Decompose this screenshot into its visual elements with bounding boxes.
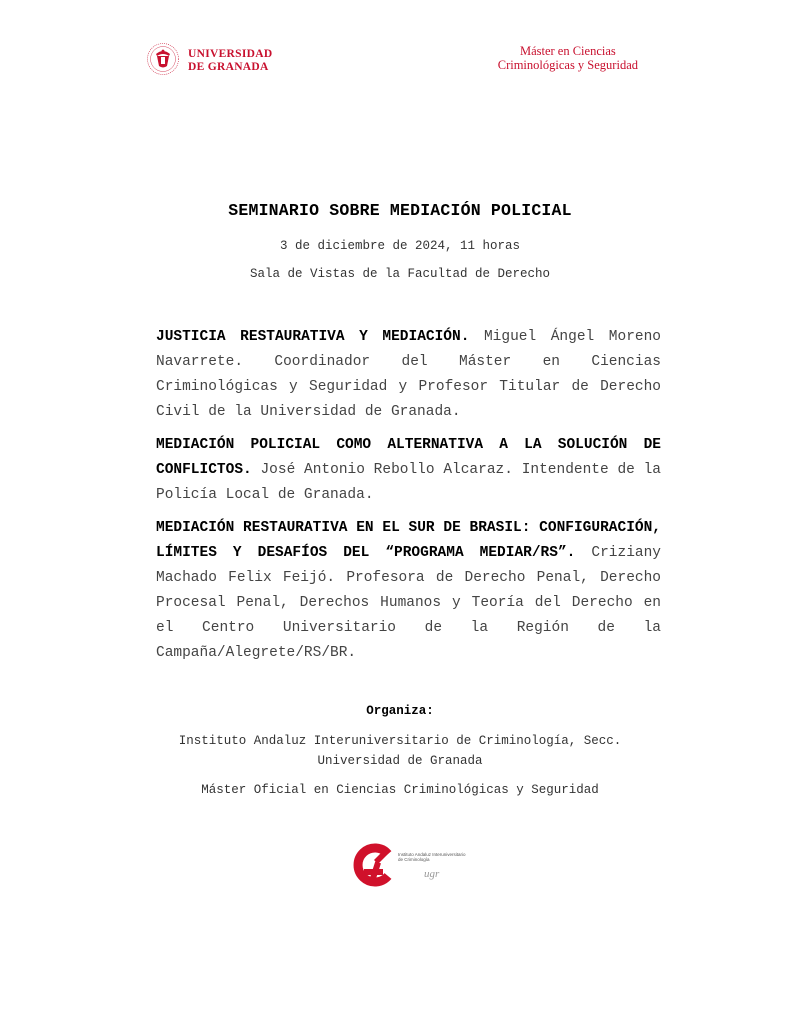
event-venue: Sala de Vistas de la Facultad de Derecho <box>249 267 551 281</box>
master-header-line2: Criminológicas y Seguridad <box>497 58 638 72</box>
university-seal-icon <box>146 42 180 76</box>
talk-title: MEDIACIÓN POLICIAL COMO ALTERNATIVA A LA SOLUCIÓN DE CONFLICTOS. <box>156 437 661 478</box>
talk-item <box>156 433 661 508</box>
university-name-line1: UNIVERSIDAD <box>188 48 273 60</box>
organizer-university: Universidad de Granada <box>317 754 483 768</box>
institute-logo <box>350 842 480 888</box>
talk-title: MEDIACIÓN RESTAURATIVA EN EL SUR DE BRASIL: CONFIGURACIÓN, LÍMITES Y DESAFÍOS DEL “PROGRAMA MEDIAR/RS”. <box>156 520 661 561</box>
talk-speaker: Miguel Ángel Moreno Navarrete. Coordinador del Máster en Ciencias Criminológicas y Seguridad y Profesor Titular de Derecho Civil de la Universidad de Granada. <box>156 329 661 420</box>
talk-title: JUSTICIA RESTAURATIVA Y MEDIACIÓN. <box>156 329 470 345</box>
institute-mark-icon <box>350 842 396 888</box>
university-logo <box>146 42 286 78</box>
institute-logo-caption: Instituto Andaluz Interuniversitario de Criminología <box>398 852 466 862</box>
organizer-institute: Instituto Andaluz Interuniversitario de Criminología, Secc. <box>178 734 622 748</box>
talk-speaker: José Antonio Rebollo Alcaraz. Intendente de la Policía Local de Granada. <box>156 462 662 503</box>
organizer-master: Máster Oficial en Ciencias Criminológicas y Seguridad <box>201 783 599 797</box>
master-header-line1: Máster en Ciencias <box>519 44 616 58</box>
master-header <box>498 44 638 72</box>
talk-item <box>156 325 661 425</box>
talks-list <box>156 325 661 674</box>
university-name <box>188 48 272 73</box>
talk-speaker: Criziany Machado Felix Feijó. Profesora de Derecho Penal, Derecho Procesal Penal, Derechos Humanos y Teoría del Derecho en el Centro Universitario de la Región de la Campaña/Alegrete/RS/BR. <box>156 545 662 661</box>
ugr-wordmark: ugr <box>424 868 440 880</box>
organizers-label: Organiza: <box>366 704 434 718</box>
university-name-line2: DE GRANADA <box>188 60 269 73</box>
seminar-title: SEMINARIO SOBRE MEDIACIÓN POLICIAL <box>228 201 572 220</box>
event-date: 3 de diciembre de 2024, 11 horas <box>279 239 521 253</box>
talk-item <box>156 516 661 666</box>
